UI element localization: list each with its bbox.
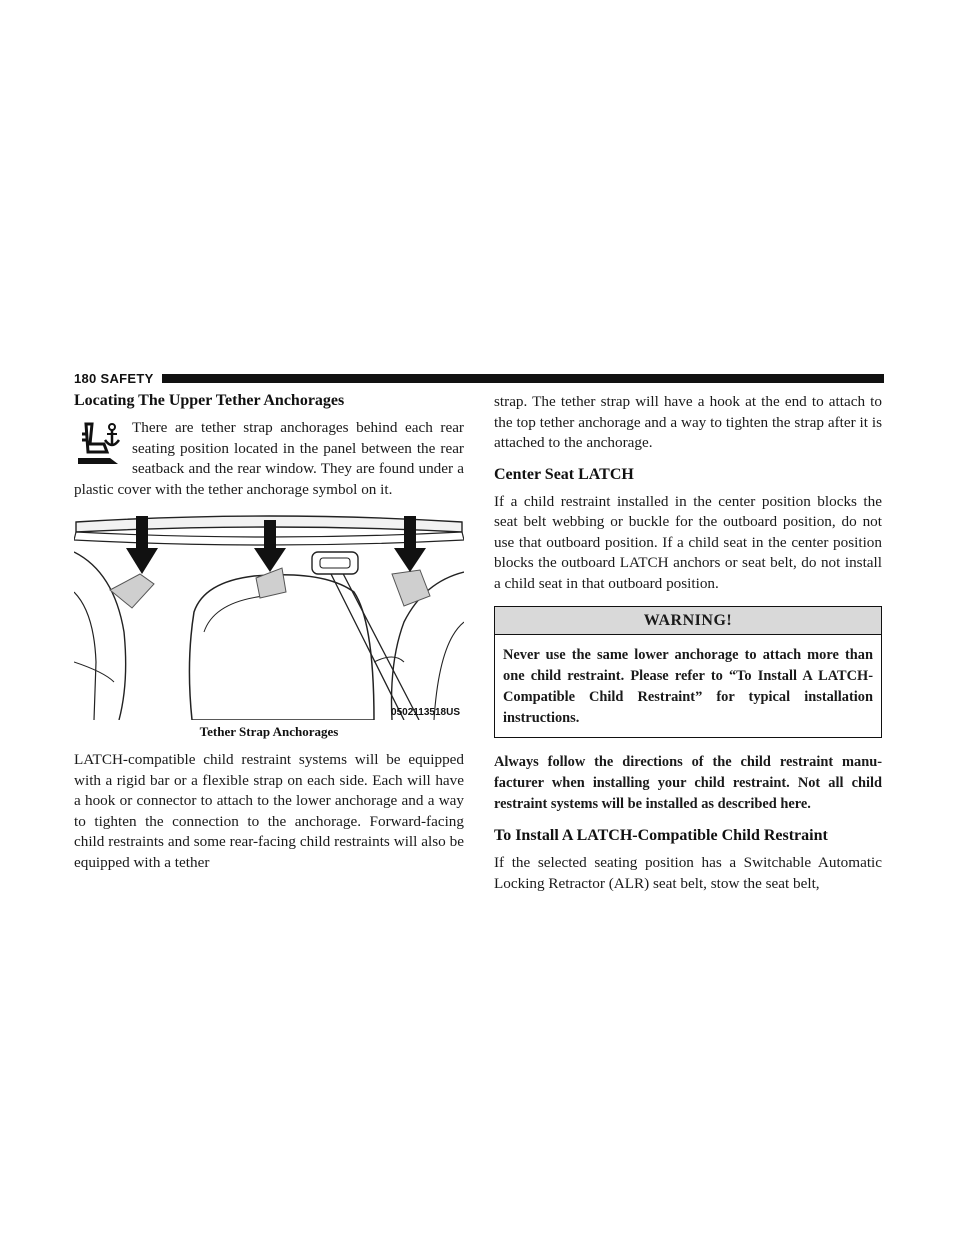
- header-rule: [162, 374, 884, 383]
- install-paragraph: If the selected seating position has a Switchable Automatic Locking Retractor (ALR) seat belt, stow the seat belt,: [494, 854, 882, 892]
- tether-intro-text: There are tether strap anchorages behind each rear seating position located in the panel between the rear seatback and the rear window. They are found under a plastic cover with the tether anchorage symbol on it.: [74, 419, 464, 498]
- latch-paragraph: LATCH-compatible child restraint systems will be equipped with a rigid bar or a flexible strap on each side. Each will have a hook or connector to attach to the lower anchorage and a way to tighten the connection to the anchorage. Forward-facing child restraints and some rear-facing child restraints will also be equipped with a tether: [74, 751, 464, 871]
- tether-heading: Locating The Upper Tether Anchorages: [74, 392, 345, 409]
- page-number: 180: [74, 370, 97, 386]
- install-heading: To Install A LATCH-Compatible Child Restraint: [494, 827, 828, 844]
- always-follow-paragraph: Always follow the directions of the child restraint manufacturer when installing your child restraint. Not all child restraint systems will be installed as described here.: [494, 754, 882, 812]
- center-seat-heading: Center Seat LATCH: [494, 465, 634, 483]
- left-column: [74, 392, 464, 885]
- warning-text: Never use the same lower anchorage to attach more than one child restraint. Please refer to “To Install A LATCH-Compatible Child Restraint” for typical installation instructions.: [503, 647, 873, 726]
- section-title: SAFETY: [100, 370, 154, 386]
- page-header-text: [74, 371, 162, 386]
- tether-illustration: [74, 512, 464, 720]
- tether-continuation: strap. The tether strap will have a hook at the end to attach to the top tether anchorage and a way to tighten the strap after it is attached to the anchorage.: [494, 393, 882, 451]
- tether-figure: [74, 512, 464, 720]
- tether-intro-block: [74, 418, 464, 500]
- page-header: [74, 371, 884, 385]
- center-seat-paragraph: If a child restraint installed in the center position blocks the seat belt webbing or buckle for the outboard position, do not use that outboard position. If a child seat in the center position blocks the outboard LATCH anchors or seat belt, do not install a child seat in that outboard position.: [494, 492, 882, 592]
- warning-box: [494, 606, 882, 738]
- warning-title: WARNING!: [495, 607, 881, 635]
- right-column: [494, 392, 882, 906]
- figure-code: 0502113518US: [391, 707, 460, 718]
- tether-anchor-icon: [74, 418, 124, 468]
- figure-caption: Tether Strap Anchorages: [199, 724, 339, 739]
